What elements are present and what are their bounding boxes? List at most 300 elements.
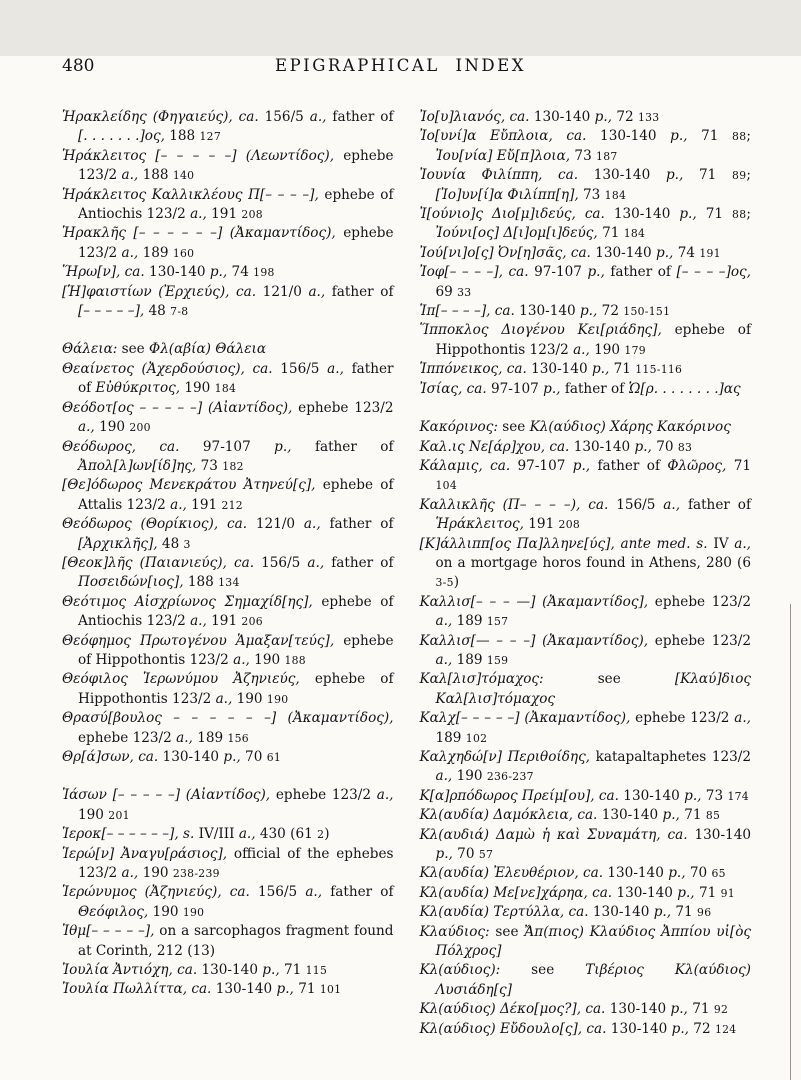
entry-text: father of xyxy=(326,109,394,125)
index-entry xyxy=(62,593,394,632)
entry-ref-number: 115 xyxy=(305,964,328,978)
index-group xyxy=(420,108,752,399)
index-entry xyxy=(62,186,394,225)
entry-text: on a sarcophagos fragment found at Corinth, 212 (13) xyxy=(78,923,394,959)
entry-text: 73 xyxy=(578,186,605,203)
entry-text: 191 xyxy=(206,206,242,223)
entry-ref-number: 124 xyxy=(714,1022,737,1036)
index-entry xyxy=(62,748,394,767)
entry-text: Θρ[ά]σων, ca. xyxy=(62,749,159,765)
entry-text: Κ[α]ρπόδωρος Πρείμ[ου], ca. xyxy=(419,787,619,804)
entry-text: 190 xyxy=(94,419,130,436)
entry-text: ) xyxy=(324,826,330,843)
entry-text: Ἰουνία Φιλίππη, ca. xyxy=(419,167,579,184)
entry-text: a., xyxy=(238,826,256,843)
entry-text: ephebe 123/2 xyxy=(648,593,751,610)
entry-text: 156/5 xyxy=(249,884,306,901)
entry-text: 72 xyxy=(688,1020,715,1037)
entry-ref-number: 208 xyxy=(241,208,263,222)
index-entry xyxy=(420,709,752,748)
entry-text: father of xyxy=(324,554,394,571)
entry-ref-number: 182 xyxy=(222,459,244,473)
entry-ref-number: 184 xyxy=(623,227,646,241)
entry-text: IV/III xyxy=(194,826,239,843)
entry-text: father of xyxy=(680,496,751,513)
entry-text: 71 xyxy=(687,128,733,145)
index-entry xyxy=(420,748,752,787)
index-entry xyxy=(62,632,394,671)
entry-text: a., xyxy=(734,535,751,552)
entry-text: 70 xyxy=(240,749,267,765)
entry-text: a., xyxy=(435,651,453,668)
entry-text: ephebe 123/2 xyxy=(78,225,394,261)
entry-text: ephebe 123/2 xyxy=(78,729,177,746)
entry-text: Καλχηδώ[ν] Περιθοίδης, xyxy=(419,749,591,765)
entry-text: 430 (61 xyxy=(255,826,318,843)
index-entry xyxy=(62,709,394,748)
entry-ref-number: 102 xyxy=(465,731,488,745)
entry-text: see xyxy=(543,671,675,688)
entry-text: Θεόφημος Πρωτογένου Ἁμαξαν[τεύς], xyxy=(62,632,335,649)
index-entry xyxy=(420,438,752,457)
index-entry xyxy=(420,321,752,360)
entry-text: a., xyxy=(435,613,453,630)
entry-text: 190 xyxy=(180,380,215,397)
entry-text: 130-140 xyxy=(597,807,663,824)
entry-text: a., xyxy=(663,496,681,513)
entry-text: 130-140 xyxy=(605,1001,671,1018)
entry-text: 97-107 xyxy=(528,264,588,281)
entry-text: a., xyxy=(303,516,321,533)
entry-text: father of xyxy=(604,264,677,281)
entry-text: Θεότιμος Αἰσχρίωνος Σημαχίδ[ης], xyxy=(62,593,313,610)
entry-text: Ἰουλία Πωλλίττα, ca. xyxy=(62,981,212,998)
entry-text: on a mortgage horos found in Athens, 280 (6 xyxy=(435,554,751,571)
entry-text: 189 xyxy=(435,729,466,746)
index-entry xyxy=(62,224,394,263)
entry-ref-number: 2 xyxy=(317,828,325,842)
index-entry xyxy=(62,845,394,884)
entry-ref-number: 101 xyxy=(319,983,342,997)
entry-text: p., xyxy=(591,361,610,378)
entry-text: 189 xyxy=(138,244,173,261)
entry-ref-number: 65 xyxy=(711,867,726,881)
entry-text: Ἰουλία Ἀντιόχη, ca. xyxy=(62,962,198,979)
page-edge-line xyxy=(790,604,791,1080)
page-header xyxy=(62,56,739,78)
index-entry xyxy=(62,786,394,825)
index-entry xyxy=(62,108,394,147)
entry-text: father of xyxy=(325,283,394,300)
entry-ref-number: 238-239 xyxy=(172,867,220,881)
entry-ref-number: 159 xyxy=(486,653,509,667)
entry-ref-number: 160 xyxy=(172,246,195,260)
entry-text: 74 xyxy=(227,264,254,281)
index-entry xyxy=(420,670,752,709)
index-entry xyxy=(62,340,394,359)
entry-ref-number: 201 xyxy=(108,808,130,822)
index-entry xyxy=(62,670,394,709)
entry-text: p., xyxy=(572,457,591,474)
entry-text: p., xyxy=(543,380,561,397)
entry-text: 70 xyxy=(651,438,678,455)
index-entry xyxy=(420,108,752,127)
index-entry xyxy=(420,496,752,535)
entry-text: 130-140 xyxy=(526,361,592,378)
entry-text: Ἱππόνεικος, ca. xyxy=(419,361,527,378)
index-entry xyxy=(420,787,752,806)
entry-text: ephebe of Hippothontis 123/2 xyxy=(78,671,394,707)
index-columns xyxy=(62,108,751,1039)
index-group xyxy=(62,786,394,999)
entry-ref-number: 179 xyxy=(624,343,646,357)
entry-text: p., xyxy=(274,438,292,455)
entry-text: 130-140 xyxy=(612,884,678,901)
entry-text: 74 xyxy=(673,244,700,261)
entry-text: Καλλικλῆς (Π– – – –), ca. xyxy=(419,496,609,513)
entry-text: Κλαύδιος: xyxy=(419,923,490,940)
index-entry xyxy=(420,903,752,922)
entry-text: Καλχ[– – – – –] (Ἀκαμαντίδος), xyxy=(419,710,631,727)
entry-text: Φλῶρος, xyxy=(667,457,727,474)
entry-text: [Ἡ]φαιστίων (Ἐρχιεύς), ca. xyxy=(62,283,257,300)
index-entry xyxy=(62,360,394,399)
entry-text: 73 xyxy=(196,457,223,474)
entry-text: 130-140 xyxy=(211,981,277,998)
entry-text: 188 xyxy=(183,574,219,591)
entry-text: a., xyxy=(305,884,323,901)
entry-text: 121/0 xyxy=(247,516,304,533)
entry-text: ) xyxy=(453,574,460,591)
entry-text: 191 xyxy=(523,516,559,533)
entry-ref-number: 212 xyxy=(221,498,243,512)
entry-text: 71 xyxy=(597,225,624,242)
entry-text: 71 xyxy=(279,962,306,979)
index-entry xyxy=(420,418,752,437)
entry-ref-number: 198 xyxy=(253,266,275,280)
entry-text: Ἱεροκ[– – – – – –], s. xyxy=(62,826,195,843)
entry-text: official of the ephebes 123/2 xyxy=(78,845,394,882)
entry-text: 190 xyxy=(138,865,173,882)
entry-text: [Κ]άλλιππ[ος Πα]λληνε[ύς], ante med. s. xyxy=(419,535,708,552)
entry-text: 188 xyxy=(164,128,200,145)
index-entry xyxy=(420,244,752,263)
entry-text: 48 xyxy=(157,535,184,552)
entry-text: 130-140 xyxy=(606,1020,672,1037)
entry-text: 130-140 xyxy=(603,865,669,882)
entry-text: a., xyxy=(308,283,326,300)
entry-text: Θεόδωρος, ca. xyxy=(62,438,180,455)
entry-text: Ποσειδών[ιος], xyxy=(78,574,184,591)
entry-text: Ἱπ[– – – –], ca. xyxy=(419,303,515,320)
entry-ref-number: 156 xyxy=(227,731,249,745)
index-entry xyxy=(420,360,752,379)
entry-ref-number: 104 xyxy=(435,479,458,493)
entry-text: p., xyxy=(679,206,697,223)
entry-text: Κλ(αυδία) Δαμόκλεια, ca. xyxy=(419,807,598,824)
entry-text: Τιβέριος Κλ(αύδιος) Λυσιάδη[ς] xyxy=(435,962,751,998)
entry-text: Ἰούνι[ος] Δ[ι]ομ[ι]δεύς, xyxy=(435,225,598,242)
entry-text: Θεαίνετος (Ἀχερδούσιος), ca. xyxy=(62,360,273,377)
entry-ref-number: 190 xyxy=(266,692,289,706)
entry-text: p., xyxy=(684,787,702,804)
entry-text: ephebe of Attalis 123/2 xyxy=(78,477,394,513)
entry-text: 69 xyxy=(435,283,458,300)
entry-text: Θεόδωρος (Θορίκιος), ca. xyxy=(62,516,248,533)
index-entry xyxy=(420,263,752,302)
entry-ref-number: 61 xyxy=(266,751,282,764)
entry-text: 190 xyxy=(232,690,267,707)
entry-ref-number: 200 xyxy=(129,421,151,435)
index-entry xyxy=(62,438,394,477)
index-entry xyxy=(420,380,752,399)
entry-ref-number: 206 xyxy=(241,615,263,629)
index-entry xyxy=(420,457,752,496)
entry-text: a., xyxy=(215,690,233,707)
entry-text: Ἰάσων [– – – – –] (Αἰαντίδος), xyxy=(62,787,271,804)
index-entry xyxy=(62,961,394,980)
entry-ref-number: 174 xyxy=(727,789,749,803)
entry-text: Κάλαμις, ca. xyxy=(419,457,511,474)
entry-text: ephebe of Antiochis 123/2 xyxy=(78,186,394,223)
index-entry xyxy=(62,883,394,922)
entry-text: a., xyxy=(176,729,193,746)
entry-ref-number: 91 xyxy=(720,886,735,900)
entry-text: p., xyxy=(670,1001,688,1018)
entry-text: a., xyxy=(190,206,207,223)
entry-text: Ἡρακλείδης (Φηγαιεύς), ca. xyxy=(62,109,259,125)
entry-text: 190 xyxy=(249,651,285,668)
index-entry xyxy=(420,302,752,321)
entry-text: katapaltaphetes 123/2 xyxy=(590,749,751,765)
entry-text: Φλ(αβία) Θάλεια xyxy=(149,341,267,358)
entry-text: 71 xyxy=(609,361,636,378)
entry-text: Ἰο[υνί]α Εὔπλοια, ca. xyxy=(419,128,587,145)
entry-text: a., xyxy=(376,787,394,804)
index-entry xyxy=(420,166,752,205)
entry-text: p., xyxy=(262,962,280,979)
entry-text: ephebe 123/2 xyxy=(78,147,394,184)
entry-ref-number: 92 xyxy=(713,1003,729,1017)
entry-text: Θεόφιλος, xyxy=(78,903,149,920)
entry-text: Ἥρω[ν], ca. xyxy=(62,264,145,281)
entry-text: 121/0 xyxy=(256,283,309,300)
entry-ref-number: 85 xyxy=(705,809,721,823)
entry-text: ephebe 123/2 xyxy=(630,710,735,727)
entry-text: 71 xyxy=(687,1001,714,1018)
entry-text: p., xyxy=(653,904,672,921)
entry-text: 71 xyxy=(671,904,698,921)
entry-text: Ἰού[νι]ο[ς] Ὀν[η]σᾶς, ca. xyxy=(419,244,591,261)
entry-ref-number: 191 xyxy=(699,246,721,260)
entry-text: p., xyxy=(656,244,674,261)
entry-text: Εὐθύκριτος, xyxy=(95,380,181,397)
index-entry xyxy=(62,263,394,282)
index-entry xyxy=(420,884,752,903)
entry-text: father of xyxy=(291,438,394,455)
entry-text: Κλ(αύδιος): xyxy=(419,962,501,979)
entry-text: 70 xyxy=(452,846,479,863)
entry-text: p., xyxy=(670,128,688,145)
entry-text: 190 xyxy=(452,768,487,785)
entry-text: a., xyxy=(573,341,590,358)
entry-ref-number: 184 xyxy=(604,188,627,202)
index-entry xyxy=(420,535,752,593)
entry-ref-number: 208 xyxy=(558,518,581,532)
entry-text: 156/5 xyxy=(254,554,308,571)
index-column-left xyxy=(62,108,394,1039)
entry-text: father of xyxy=(78,360,394,397)
entry-text: [Ἀρχικλῆς], xyxy=(78,535,158,552)
entry-text: ; xyxy=(746,206,751,223)
entry-text: 188 xyxy=(138,167,173,184)
entry-text: ephebe 123/2 xyxy=(270,787,377,804)
entry-text: 71 xyxy=(696,206,733,223)
entry-text: 190 xyxy=(78,806,109,823)
entry-text: Ἱερώ[ν] Ἀναγυ[ράσιος], xyxy=(62,845,228,862)
entry-text: Κλ(αυδιά) Δαμὼ ἡ καὶ Συναμάτη, ca. xyxy=(419,826,688,843)
entry-text: 73 xyxy=(701,787,728,804)
index-entry xyxy=(420,593,752,632)
entry-text: [. . . . . . .]ος, xyxy=(78,128,165,145)
entry-text: Θρασύ[βουλος – – – – – –] (Ἀκαμαντίδος), xyxy=(62,710,394,727)
entry-ref-number: 188 xyxy=(284,653,306,667)
entry-text: Κακόρινος: xyxy=(419,419,498,436)
entry-text: 73 xyxy=(570,147,597,164)
entry-text: 156/5 xyxy=(608,496,664,513)
index-entry xyxy=(420,205,752,244)
entry-ref-number: 3-5 xyxy=(435,576,454,590)
entry-text: 130-140 xyxy=(604,206,680,223)
entry-ref-number: 190 xyxy=(182,905,205,919)
entry-ref-number: 89 xyxy=(732,169,747,183)
entry-text: 130-140 xyxy=(514,303,580,320)
entry-text: 97-107 xyxy=(510,457,573,474)
entry-text: p., xyxy=(677,884,695,901)
entry-text: 130-140 xyxy=(588,904,654,921)
entry-text: 71 xyxy=(293,981,320,998)
entry-text: 130-140 xyxy=(586,128,671,145)
entry-text: Θεόδοτ[ος – – – – –] (Αἰαντίδος), xyxy=(62,399,293,416)
entry-text: ephebe 123/2 xyxy=(292,399,394,416)
entry-ref-number: 140 xyxy=(172,169,195,183)
entry-text: Θάλεια: xyxy=(62,341,118,358)
entry-text: [Θε]όδωρος Μενεκράτου Ἀτηνεύ[ς], xyxy=(62,477,316,494)
entry-text: 189 xyxy=(192,729,228,746)
entry-text: p., xyxy=(435,846,453,863)
entry-text: Ἡράκλειτος Καλλικλέους Π[– – – –], xyxy=(62,186,319,203)
entry-text: Κλ(αύδιος) Χάρης Κακόρινος xyxy=(529,419,731,436)
entry-text: 71 xyxy=(683,167,733,184)
entry-text: a., xyxy=(307,554,325,571)
entry-text: Ἀπολ[λ]ων[ίδ]ης, xyxy=(78,457,197,474)
index-entry xyxy=(62,399,394,438)
index-entry xyxy=(62,825,394,844)
entry-text: 190 xyxy=(148,903,183,920)
entry-text: Κλ(αυδία) Με[νε]χάρηα, ca. xyxy=(419,884,613,901)
entry-text: father of xyxy=(320,516,394,533)
entry-text: Κλ(αύδιος) Εὔδουλο[ς], ca. xyxy=(419,1020,607,1037)
entry-text: father of xyxy=(322,884,394,901)
entry-text: 189 xyxy=(452,613,487,630)
entry-text: 189 xyxy=(452,651,487,668)
entry-text: Καλλισ[– – – —] (Ἀκαμαντίδος], xyxy=(419,593,649,610)
entry-text: ephebe 123/2 xyxy=(648,632,751,649)
entry-text: a., xyxy=(170,496,187,513)
entry-text: a., xyxy=(121,865,139,882)
entry-text: Ἰο[υ]λιανός, ca. xyxy=(419,109,530,125)
entry-text: p., xyxy=(634,438,652,455)
entry-text: 97-107 xyxy=(486,380,544,397)
entry-text: Ἡράκλειτος, xyxy=(435,516,524,533)
entry-text: a., xyxy=(121,244,139,261)
index-column-right xyxy=(420,108,752,1039)
entry-ref-number: 187 xyxy=(596,149,618,163)
entry-text: Ἄπ(πιος) Κλαύδιος Ἀππίου υἱ[ὸς Πόλχρος] xyxy=(435,923,751,960)
entry-text: 48 xyxy=(144,303,171,320)
index-entry xyxy=(62,283,394,322)
index-group xyxy=(420,418,752,1039)
entry-text: 191 xyxy=(186,496,222,513)
entry-text: 156/5 xyxy=(272,360,328,377)
entry-text: a., xyxy=(233,651,250,668)
entry-text: a., xyxy=(435,768,453,785)
entry-text: 70 xyxy=(685,865,712,882)
entry-text: see xyxy=(117,341,150,358)
entry-ref-number: 7-8 xyxy=(170,305,189,319)
index-entry xyxy=(420,826,752,865)
entry-ref-number: 133 xyxy=(637,111,660,124)
entry-ref-number: 127 xyxy=(199,130,222,144)
entry-ref-number: 96 xyxy=(697,906,712,920)
entry-text: 72 xyxy=(597,303,624,320)
entry-text: a., xyxy=(78,419,95,436)
entry-ref-number: 115-116 xyxy=(635,363,683,377)
entry-text: [Ἰο]υν[ί]α Φιλίππ[η], xyxy=(435,186,579,203)
entry-text: Ὡ[ρ. . . . . . . .]ας xyxy=(628,380,741,397)
index-entry xyxy=(62,922,394,961)
entry-text: p., xyxy=(587,264,605,281)
entry-text: a., xyxy=(327,360,344,377)
index-entry xyxy=(62,476,394,515)
entry-text: a., xyxy=(309,109,327,125)
entry-text: ephebe of Antiochis 123/2 xyxy=(78,593,394,630)
page-title: EPIGRAPHICAL INDEX xyxy=(275,56,526,75)
entry-ref-number: 134 xyxy=(218,576,240,590)
entry-text: 130-140 xyxy=(687,826,751,843)
entry-ref-number: 33 xyxy=(457,285,472,299)
index-group xyxy=(62,340,394,767)
entry-text: Καλλισ[— – – –] (Ἀκαμαντίδος), xyxy=(419,632,649,649)
index-group xyxy=(62,108,394,321)
entry-text: p., xyxy=(209,264,228,281)
entry-text: Κλ(αύδιος) Δέκο[μος?], ca. xyxy=(419,1001,606,1018)
index-entry xyxy=(62,147,394,186)
entry-text: 71 xyxy=(726,457,752,474)
entry-text: ; xyxy=(746,167,751,184)
entry-text: Ἰοφ[– – – –], ca. xyxy=(419,264,529,281)
index-entry xyxy=(420,961,752,1000)
index-entry xyxy=(420,1000,752,1019)
index-entry xyxy=(420,806,752,825)
entry-text: 71 xyxy=(694,884,721,901)
entry-ref-number: 88 xyxy=(732,130,747,144)
entry-text: ; xyxy=(746,128,751,145)
page-number: 480 xyxy=(62,56,95,76)
entry-text: Θεόφιλος Ἱερωνύμου Ἀζηνιεύς, xyxy=(62,671,300,688)
entry-text: see xyxy=(497,419,530,436)
entry-text: 130-140 xyxy=(569,438,635,455)
